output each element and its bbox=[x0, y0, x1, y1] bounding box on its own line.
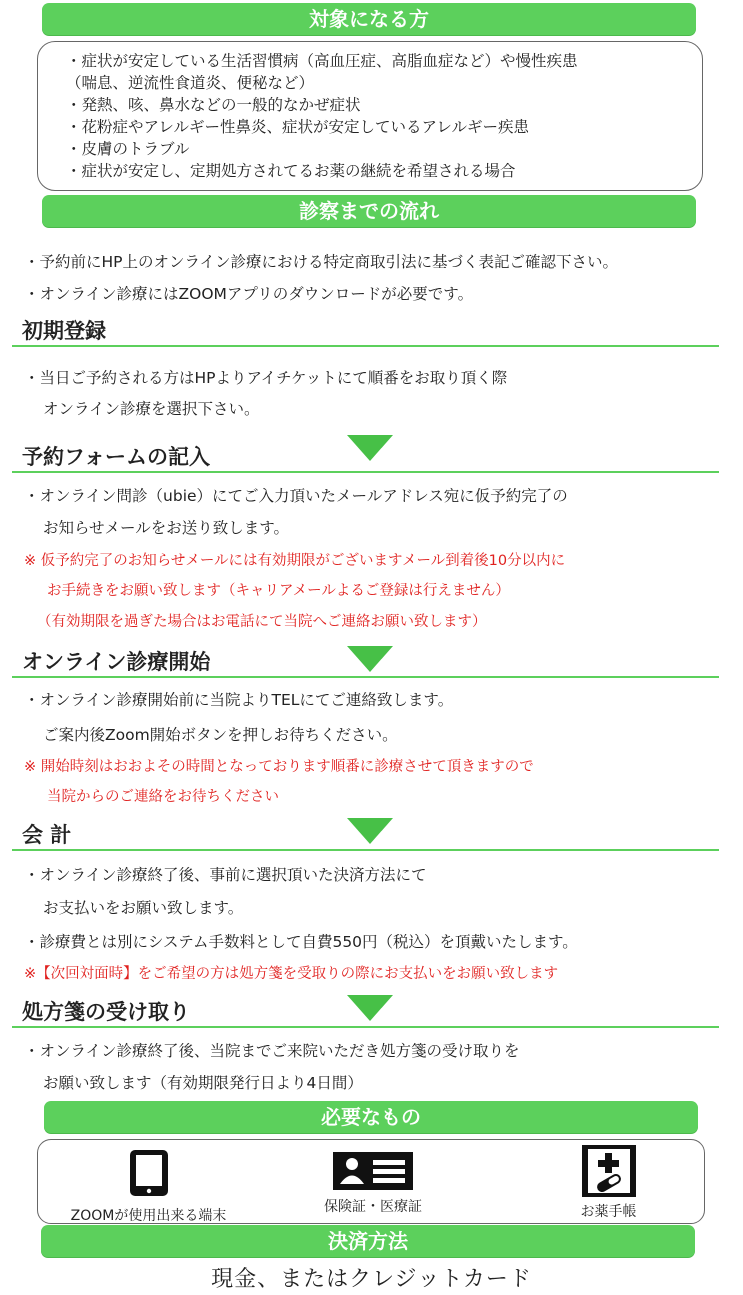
medicine-notebook-icon bbox=[580, 1144, 638, 1198]
step5-line-2: お願い致します（有効期限発行日より4日間） bbox=[43, 1074, 363, 1092]
step4-line-1: ・オンライン診療終了後、事前に選択頂いた決済方法にて bbox=[24, 866, 427, 884]
targets-title-bar: 対象になる方 bbox=[42, 3, 696, 35]
list-item: ・ 症状が安定している生活習慣病（高血圧症、高脂血症など）や慢性疾患 bbox=[74, 50, 702, 72]
divider bbox=[12, 849, 719, 851]
need-item-label: お薬手帳 bbox=[580, 1204, 637, 1220]
tablet-icon bbox=[127, 1148, 171, 1198]
down-arrow-icon bbox=[347, 646, 393, 672]
flow-intro-2: ・オンライン診療にはZOOMアプリのダウンロードが必要です。 bbox=[24, 285, 474, 303]
targets-box bbox=[37, 41, 703, 191]
need-item-label: ZOOMが使用出来る端末 bbox=[70, 1208, 227, 1224]
step3-note-2: 当院からのご連絡をお待ちください bbox=[47, 789, 279, 805]
step2-note-2: お手続きをお願い致します（キャリアメールよるご登録は行えません） bbox=[47, 583, 510, 599]
step-heading-registration: 初期登録 bbox=[22, 319, 106, 343]
step-heading-prescription: 処方箋の受け取り bbox=[22, 1000, 190, 1024]
step1-line-2: オンライン診療を選択下さい。 bbox=[43, 400, 260, 418]
list-item: ・ 症状が安定し、定期処方されてるお薬の継続を希望される場合 bbox=[74, 160, 702, 182]
step3-line-1: ・オンライン診療開始前に当院よりTELにてご連絡致します。 bbox=[24, 691, 454, 709]
step4-line-3: ・診療費とは別にシステム手数料として自費550円（税込）を頂戴いたします。 bbox=[24, 933, 578, 951]
targets-list bbox=[38, 42, 702, 182]
step-heading-reservation-form: 予約フォームの記入 bbox=[22, 445, 210, 469]
needs-title-bar: 必要なもの bbox=[44, 1101, 698, 1133]
divider bbox=[12, 471, 719, 473]
divider bbox=[12, 676, 719, 678]
step-heading-online-start: オンライン診療開始 bbox=[22, 650, 211, 674]
payment-methods-text: 現金、またはクレジットカード bbox=[211, 1267, 532, 1292]
step3-note-1: ※ 開始時刻はおおよその時間となっております順番に診療させて頂きますので bbox=[24, 759, 534, 775]
step4-note-1: ※【次回対面時】をご希望の方は処方箋を受取りの際にお支払いをお願い致します bbox=[24, 966, 559, 982]
id-card-icon bbox=[333, 1152, 413, 1190]
step2-line-2: お知らせメールをお送り致します。 bbox=[43, 519, 289, 537]
step2-line-1: ・オンライン問診（ubie）にてご入力頂いたメールアドレス宛に仮予約完了の bbox=[24, 487, 568, 505]
step2-note-1: ※ 仮予約完了のお知らせメールには有効期限がございますメール到着後10分以内に bbox=[24, 553, 566, 569]
list-item: ・ 発熱、咳、鼻水などの一般的なかぜ症状 bbox=[74, 94, 702, 116]
flow-title-bar: 診察までの流れ bbox=[42, 195, 696, 227]
down-arrow-icon bbox=[347, 995, 393, 1021]
list-item: ・ 花粉症やアレルギー性鼻炎、症状が安定しているアレルギー疾患 bbox=[74, 116, 702, 138]
step2-note-3: （有効期限を過ぎた場合はお電話にて当院へご連絡お願い致します） bbox=[37, 614, 487, 630]
payment-title-bar: 決済方法 bbox=[41, 1225, 695, 1257]
need-item-device bbox=[56, 1148, 241, 1225]
step3-line-2: ご案内後Zoom開始ボタンを押しお待ちください。 bbox=[43, 726, 398, 744]
divider bbox=[12, 1026, 719, 1028]
down-arrow-icon bbox=[347, 818, 393, 844]
need-item-insurance bbox=[294, 1152, 452, 1216]
list-item: ・ 皮膚のトラブル bbox=[74, 138, 702, 160]
step1-line-1: ・当日ご予約される方はHPよりアイチケットにて順番をお取り頂く際 bbox=[24, 369, 508, 387]
down-arrow-icon bbox=[347, 435, 393, 461]
need-item-medicine-notebook bbox=[556, 1144, 661, 1221]
step4-line-2: お支払いをお願い致します。 bbox=[43, 899, 244, 917]
need-item-label: 保険証・医療証 bbox=[324, 1199, 422, 1215]
flow-intro-1: ・予約前にHP上のオンライン診療における特定商取引法に基づく表記ご確認下さい。 bbox=[24, 253, 619, 271]
divider bbox=[12, 345, 719, 347]
needs-box bbox=[37, 1139, 705, 1224]
step5-line-1: ・オンライン診療終了後、当院までご来院いただき処方箋の受け取りを bbox=[24, 1042, 520, 1060]
list-item: （喘息、逆流性食道炎、便秘など） bbox=[66, 74, 315, 92]
step-heading-payment: 会 計 bbox=[22, 823, 72, 847]
